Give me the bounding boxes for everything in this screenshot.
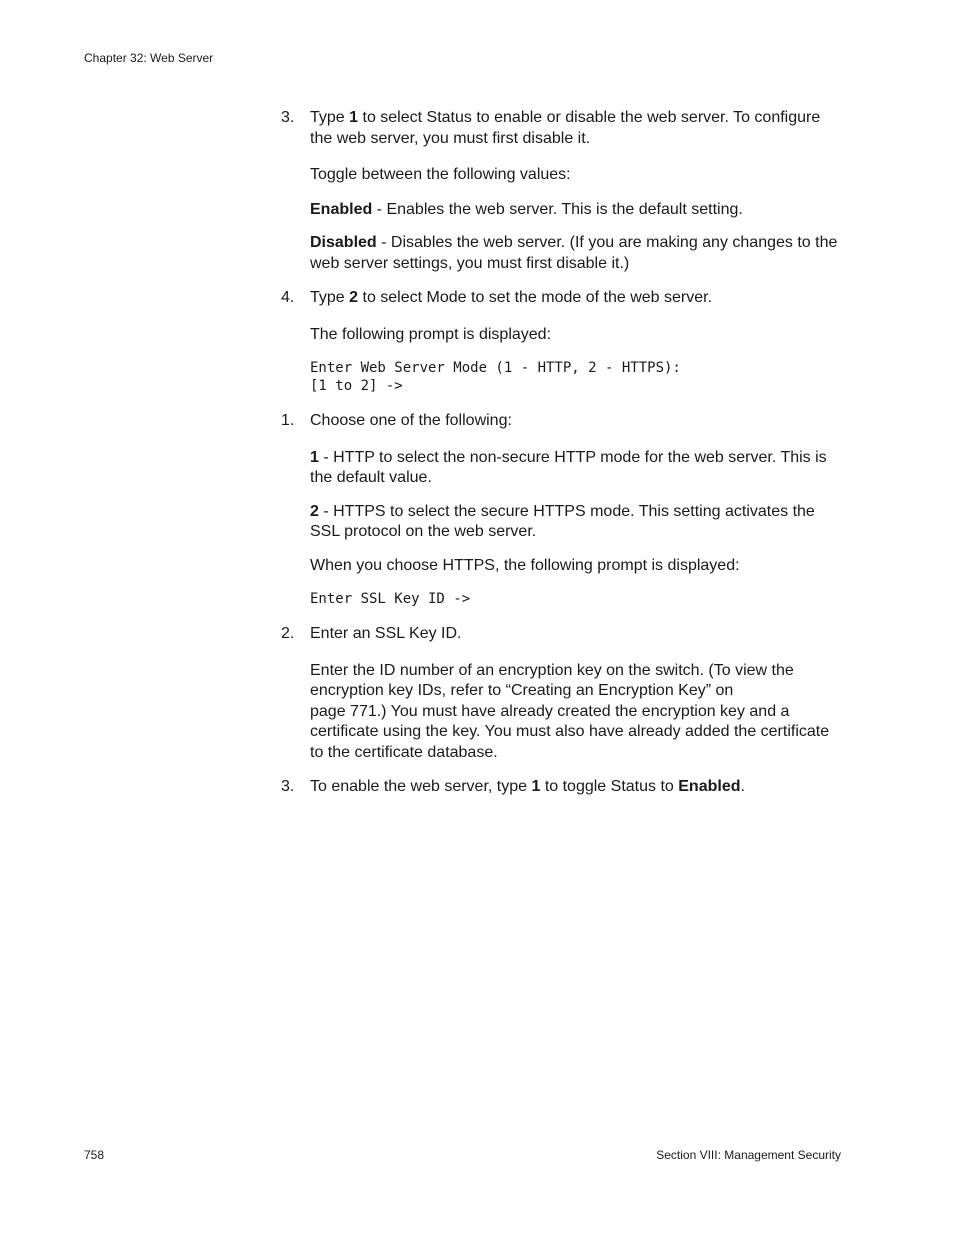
step-number: 2. — [281, 625, 295, 642]
step-text: Type — [310, 109, 350, 126]
step-number: 4. — [281, 289, 295, 306]
encryption-key-paragraph — [310, 661, 843, 764]
body-text — [281, 108, 843, 814]
option-key: 1 — [310, 448, 319, 466]
disabled-text: - Disables the web server. (If you are making any changes to the web server settings, you must first disable it.) — [310, 234, 838, 272]
step-2-ssl-key — [281, 624, 843, 645]
step-text: to toggle Status to — [540, 778, 679, 795]
step-key: 2 — [349, 289, 359, 306]
key-para-line1: Enter the ID number of an encryption key on the switch. (To view the encryption key IDs, refer to “Creating an Encryption Key” on — [310, 661, 794, 699]
step-number: 1. — [281, 412, 295, 429]
step-text: Type — [310, 289, 350, 306]
code-ssl-key-id: Enter SSL Key ID -> — [310, 591, 471, 607]
step-number: 3. — [281, 778, 295, 795]
step-text: Choose one of the following: — [310, 412, 512, 429]
step-3-enable — [281, 777, 843, 798]
section-title: Section VIII: Management Security — [656, 1148, 841, 1162]
option-https — [310, 502, 843, 543]
page-number: 758 — [84, 1148, 105, 1162]
step-number: 3. — [281, 109, 295, 126]
disabled-description — [310, 233, 843, 274]
option-text: - HTTP to select the non-secure HTTP mode for the web server. This is the default value. — [310, 448, 827, 486]
step-text: Enter an SSL Key ID. — [310, 625, 462, 642]
step-key-enabled: Enabled — [678, 778, 741, 795]
option-key: 2 — [310, 502, 319, 520]
step-1-choose — [281, 411, 843, 432]
enabled-description — [310, 200, 843, 221]
https-intro: When you choose HTTPS, the following prompt is displayed: — [310, 556, 740, 574]
step-3-status — [281, 108, 843, 149]
disabled-term: Disabled — [310, 234, 377, 251]
toggle-intro: Toggle between the following values: — [310, 166, 571, 183]
step-text: to select Mode to set the mode of the web server. — [358, 289, 713, 306]
key-para-line2: page 771.) You must have already created the encryption key and a certificate using the key. You must also have already added the certificate to the certificate database. — [310, 702, 830, 761]
code-web-server-mode: Enter Web Server Mode (1 - HTTP, 2 - HTTPS): [1 to 2] -> — [310, 360, 681, 394]
enabled-text: - Enables the web server. This is the default setting. — [372, 200, 743, 218]
step-4-mode — [281, 288, 843, 309]
enabled-term: Enabled — [310, 200, 373, 218]
option-text: - HTTPS to select the secure HTTPS mode. This setting activates the SSL protocol on the web server. — [310, 502, 815, 540]
option-http — [310, 448, 843, 489]
step-text: to select Status to enable or disable the web server. To configure the web server, you must first disable it. — [310, 109, 821, 147]
step-key: 1 — [349, 109, 359, 126]
page-header-chapter: Chapter 32: Web Server — [84, 51, 214, 65]
step-text: . — [740, 778, 745, 795]
step-key: 1 — [531, 778, 541, 795]
step-text: To enable the web server, type — [310, 778, 532, 795]
prompt-intro: The following prompt is displayed: — [310, 325, 552, 343]
